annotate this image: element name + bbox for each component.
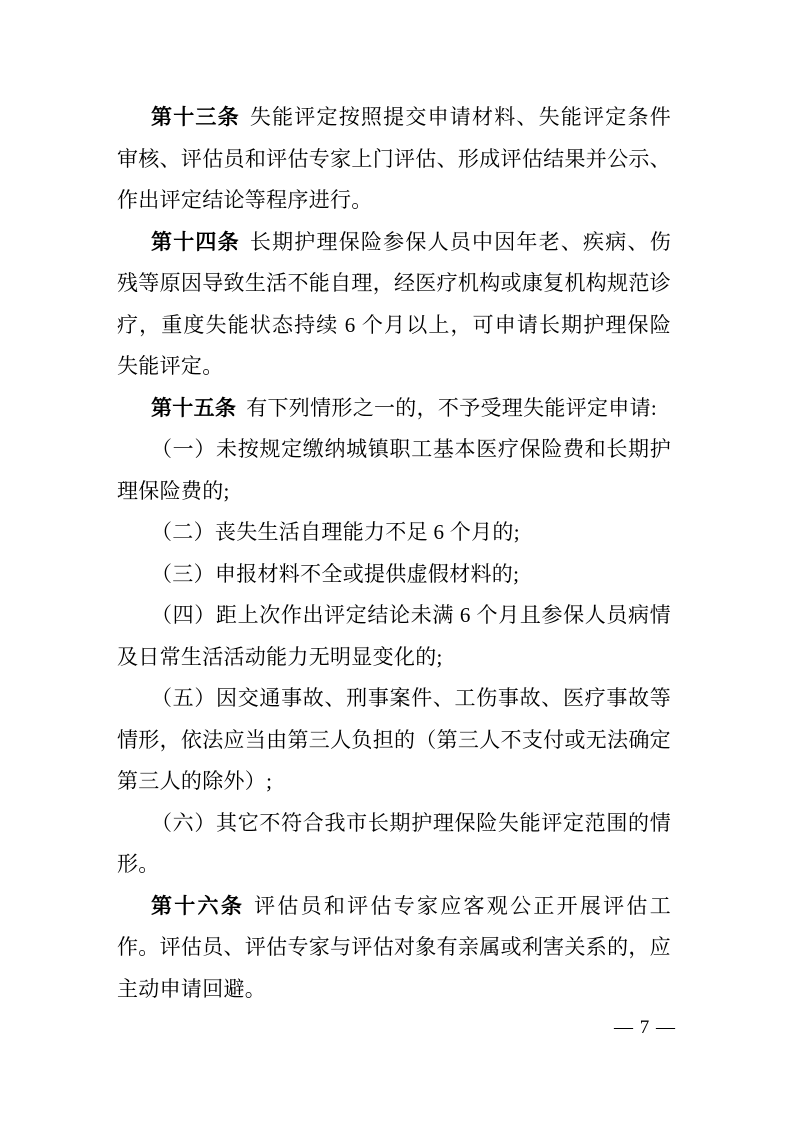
paragraph	[117, 388, 671, 430]
paragraph-text: 评估员和评估专家应客观公正开展评估工作。评估员、评估专家与评估对象有亲属或利害关系的，应主动申请回避。	[117, 893, 671, 1001]
article-heading: 第十六条	[151, 893, 245, 918]
paragraph-text: 失能评定按照提交申请材料、失能评定条件审核、评估员和评估专家上门评估、形成评估结果并公示、作出评定结论等程序进行。	[117, 105, 671, 212]
article-heading: 第十三条	[151, 105, 240, 129]
page-number: — 7 —	[614, 1017, 676, 1038]
document-body	[117, 97, 671, 1010]
paragraph	[117, 678, 671, 803]
article-heading: 第十五条	[151, 395, 237, 420]
paragraph	[117, 97, 671, 222]
paragraph	[117, 595, 671, 678]
paragraph	[117, 803, 671, 886]
paragraph-text: （二）丧失生活自理能力不足 6 个月的;	[151, 520, 520, 544]
paragraph-text: （一）未按规定缴纳城镇职工基本医疗保险费和长期护理保险费的;	[117, 437, 671, 503]
paragraph-text: 长期护理保险参保人员中因年老、疾病、伤残等原因导致生活不能自理，经医疗机构或康复机构规范诊疗，重度失能状态持续 6 个月以上，可申请长期护理保险失能评定。	[117, 229, 671, 378]
paragraph	[117, 429, 671, 512]
paragraph	[117, 554, 671, 596]
paragraph	[117, 512, 671, 554]
paragraph-text: 有下列情形之一的，不予受理失能评定申请:	[246, 395, 658, 420]
paragraph	[117, 886, 671, 1011]
paragraph-text: （三）申报材料不全或提供虚假材料的;	[151, 561, 520, 586]
paragraph	[117, 222, 671, 388]
paragraph-text: （五）因交通事故、刑事案件、工伤事故、医疗事故等情形，依法应当由第三人负担的（第三人不支付或无法确定第三人的除外）;	[117, 686, 671, 793]
paragraph-text: （四）距上次作出评定结论未满 6 个月且参保人员病情及日常生活活动能力无明显变化的;	[117, 603, 671, 669]
paragraph-text: （六）其它不符合我市长期护理保险失能评定范围的情形。	[117, 810, 671, 876]
article-heading: 第十四条	[151, 229, 240, 254]
